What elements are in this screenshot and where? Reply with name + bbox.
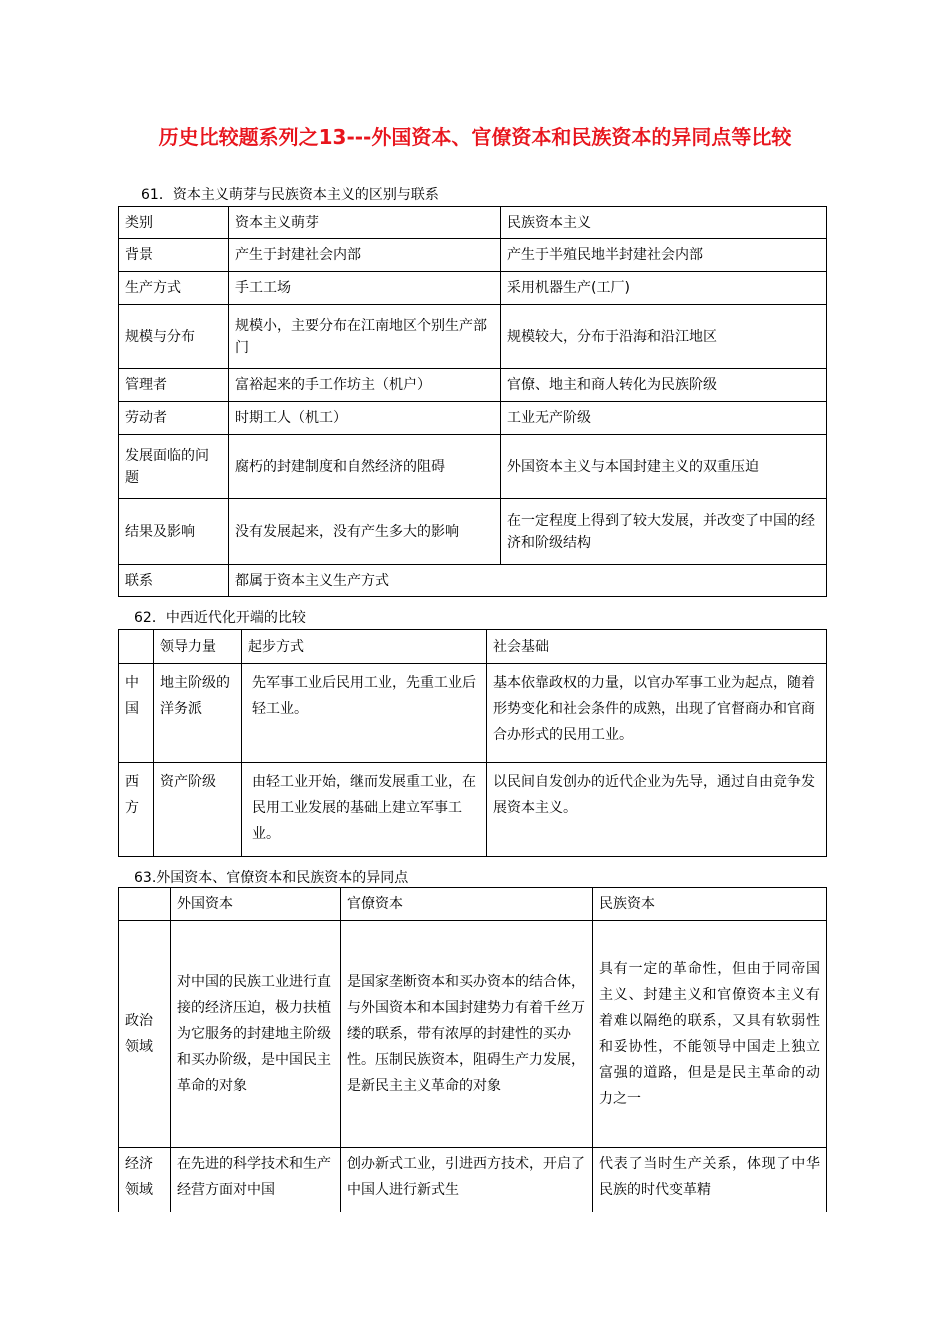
table-cell: 资产阶级 bbox=[154, 763, 242, 857]
table-cell: 生产方式 bbox=[119, 272, 229, 305]
table-cell: 类别 bbox=[119, 207, 229, 239]
table-cell: 西方 bbox=[119, 763, 154, 857]
table-cell: 对中国的民族工业进行直接的经济压迫，极力扶植为它服务的封建地主阶级和买办阶级，是中国民主革命的对象 bbox=[171, 921, 341, 1148]
table-cell: 采用机器生产(工厂) bbox=[501, 272, 827, 305]
page-title: 历史比较题系列之13---外国资本、官僚资本和民族资本的异同点等比较 bbox=[158, 125, 792, 149]
table-cell: 结果及影响 bbox=[119, 499, 229, 565]
table-cell: 背景 bbox=[119, 239, 229, 272]
table-cell: 时期工人（机工） bbox=[229, 402, 501, 435]
table-cell bbox=[119, 888, 171, 921]
table-cell: 代表了当时生产关系，体现了中华民族的时代变革精 bbox=[593, 1148, 827, 1213]
table-cell: 腐朽的封建制度和自然经济的阻碍 bbox=[229, 435, 501, 499]
table-cell: 劳动者 bbox=[119, 402, 229, 435]
table-cell: 外国资本主义与本国封建主义的双重压迫 bbox=[501, 435, 827, 499]
table-cell: 管理者 bbox=[119, 369, 229, 402]
table-cell: 规模与分布 bbox=[119, 305, 229, 369]
table-cell: 官僚、地主和商人转化为民族阶级 bbox=[501, 369, 827, 402]
table-row bbox=[119, 1148, 827, 1213]
table-row bbox=[119, 888, 827, 921]
table-cell: 民族资本主义 bbox=[501, 207, 827, 239]
table-cell: 在先进的科学技术和生产经营方面对中国 bbox=[171, 1148, 341, 1213]
table-cell: 产生于封建社会内部 bbox=[229, 239, 501, 272]
table-cell: 联系 bbox=[119, 565, 229, 597]
table-cell: 富裕起来的手工作坊主（机户） bbox=[229, 369, 501, 402]
table-cell: 都属于资本主义生产方式 bbox=[229, 565, 827, 597]
table-cell: 经济领域 bbox=[119, 1148, 171, 1213]
table-cell: 地主阶级的洋务派 bbox=[154, 664, 242, 763]
table-cell: 产生于半殖民地半封建社会内部 bbox=[501, 239, 827, 272]
table-cell: 手工工场 bbox=[229, 272, 501, 305]
table-cell: 以民间自发创办的近代企业为先导，通过自由竞争发展资本主义。 bbox=[487, 763, 827, 857]
section-63-heading: 63.外国资本、官僚资本和民族资本的异同点 bbox=[134, 870, 409, 886]
table-cell: 先军事工业后民用工业，先重工业后轻工业。 bbox=[242, 664, 487, 763]
section-61-heading: 61．资本主义萌芽与民族资本主义的区别与联系 bbox=[141, 187, 439, 203]
table-cell: 发展面临的问题 bbox=[119, 435, 229, 499]
table-cell: 资本主义萌芽 bbox=[229, 207, 501, 239]
table-63 bbox=[118, 887, 827, 1212]
table-cell: 没有发展起来，没有产生多大的影响 bbox=[229, 499, 501, 565]
table-cell: 政治领域 bbox=[119, 921, 171, 1148]
table-cell: 中国 bbox=[119, 664, 154, 763]
table-cell: 基本依靠政权的力量，以官办军事工业为起点，随着形势变化和社会条件的成熟，出现了官督商办和官商合办形式的民用工业。 bbox=[487, 664, 827, 763]
table-cell: 在一定程度上得到了较大发展，并改变了中国的经济和阶级结构 bbox=[501, 499, 827, 565]
table-cell: 民族资本 bbox=[593, 888, 827, 921]
table-row bbox=[119, 921, 827, 1148]
table-cell: 是国家垄断资本和买办资本的结合体，与外国资本和本国封建势力有着千丝万缕的联系，带有浓厚的封建性的买办性。压制民族资本，阻碍生产力发展，是新民主主义革命的对象 bbox=[341, 921, 593, 1148]
table-cell: 创办新式工业，引进西方技术，开启了中国人进行新式生 bbox=[341, 1148, 593, 1213]
table-cell: 外国资本 bbox=[171, 888, 341, 921]
table-cell: 工业无产阶级 bbox=[501, 402, 827, 435]
table-cell: 社会基础 bbox=[487, 630, 827, 664]
section-62-heading: 62．中西近代化开端的比较 bbox=[134, 610, 306, 626]
table-cell: 领导力量 bbox=[154, 630, 242, 664]
table-cell: 起步方式 bbox=[242, 630, 487, 664]
table-cell: 官僚资本 bbox=[341, 888, 593, 921]
table-cell: 由轻工业开始，继而发展重工业，在民用工业发展的基础上建立军事工业。 bbox=[242, 763, 487, 857]
table-cell: 具有一定的革命性，但由于同帝国主义、封建主义和官僚资本主义有着难以隔绝的联系，又具有软弱性和妥协性，不能领导中国走上独立富强的道路，但是是民主革命的动力之一 bbox=[593, 921, 827, 1148]
table-cell: 规模较大，分布于沿海和沿江地区 bbox=[501, 305, 827, 369]
table-cell: 规模小，主要分布在江南地区个别生产部门 bbox=[229, 305, 501, 369]
